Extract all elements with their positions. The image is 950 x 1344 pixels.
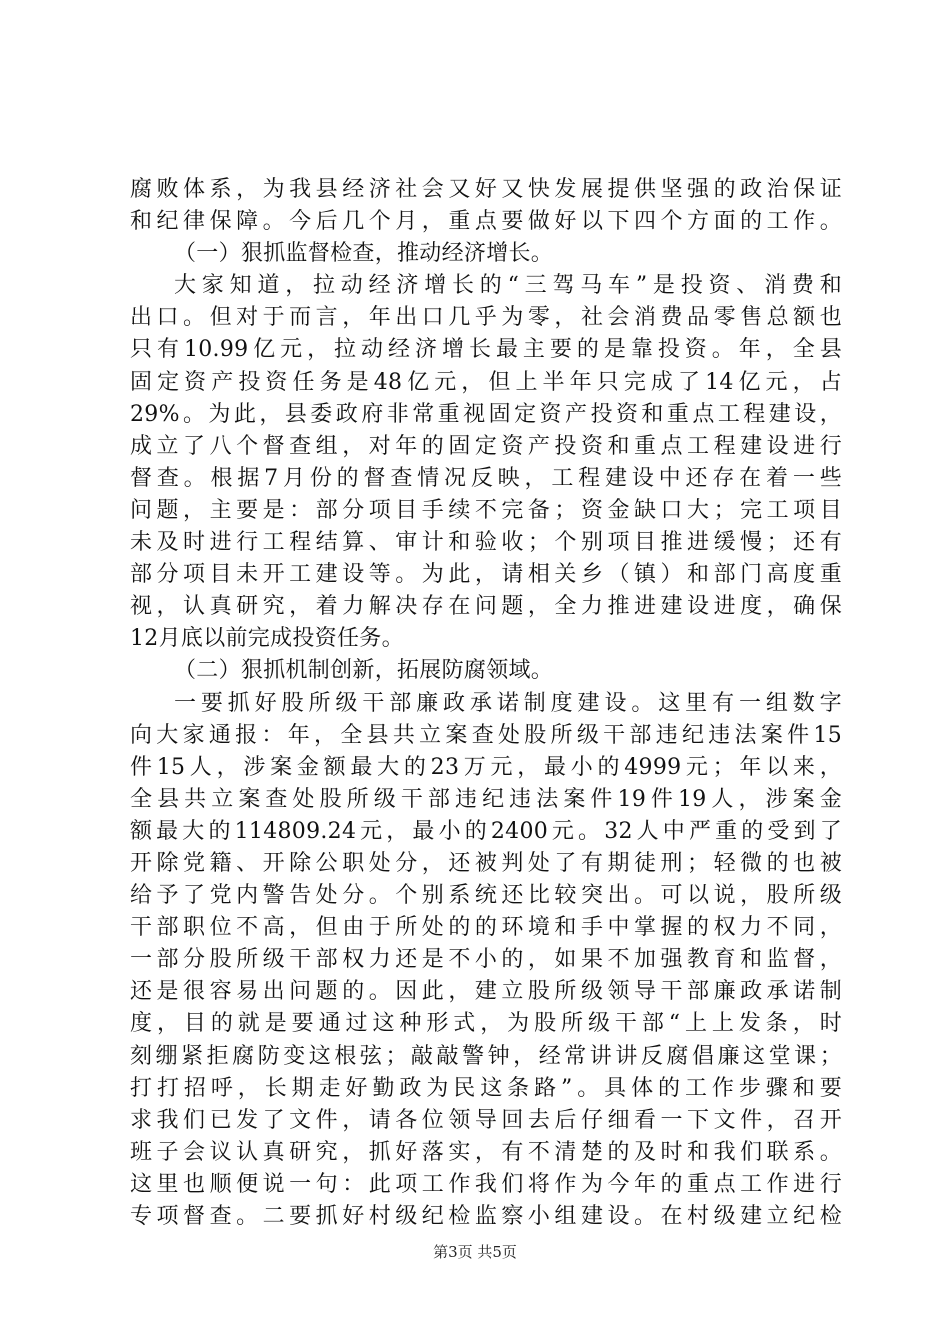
text-line: 这里也顺便说一句：此项工作我们将作为今年的重点工作进行 — [130, 1171, 842, 1197]
text-line: 未及时进行工程结算、审计和验收；个别项目推进缓慢；还有 — [130, 530, 842, 556]
text-line: 固定资产投资任务是48亿元，但上半年只完成了14亿元，占 — [130, 369, 842, 395]
text-line: 干部职位不高，但由于所处的的环境和手中掌握的权力不同， — [130, 915, 842, 941]
text-line: 只有10.99亿元，拉动经济增长最主要的是靠投资。年，全县 — [130, 337, 842, 363]
text-line: 额最大的114809.24元，最小的2400元。32人中严重的受到了 — [130, 818, 842, 844]
text-line: 件15人，涉案金额最大的23万元，最小的4999元；年以来， — [130, 754, 842, 780]
text-line: 给予了党内警告处分。个别系统还比较突出。可以说，股所级 — [130, 883, 842, 909]
text-line: 还是很容易出问题的。因此，建立股所级领导干部廉政承诺制 — [130, 979, 842, 1005]
text-line: 部分项目未开工建设等。为此，请相关乡（镇）和部门高度重 — [130, 562, 842, 588]
text-line: 打打招呼，长期走好勤政为民这条路”。具体的工作步骤和要 — [130, 1075, 842, 1101]
text-line: 向大家通报：年，全县共立案查处股所级干部违纪违法案件15 — [130, 722, 842, 748]
text-line: 一部分股所级干部权力还是不小的，如果不加强教育和监督， — [130, 947, 842, 973]
text-line: 成立了八个督查组，对年的固定资产投资和重点工程建设进行 — [130, 433, 842, 459]
text-line: 督查。根据7月份的督查情况反映，工程建设中还存在着一些 — [130, 465, 842, 491]
text-line: 专项督查。二要抓好村级纪检监察小组建设。在村级建立纪检 — [130, 1204, 842, 1229]
text-line: 刻绷紧拒腐防变这根弦；敲敲警钟，经常讲讲反腐倡廉这堂课； — [130, 1043, 842, 1069]
text-line: 开除党籍、开除公职处分，还被判处了有期徒刑；轻微的也被 — [130, 850, 842, 876]
section-heading: （二）狠抓机制创新，拓展防腐领域。 — [174, 658, 554, 684]
text-line: 腐败体系，为我县经济社会又好又快发展提供坚强的政治保证 — [130, 177, 842, 202]
text-line: 和纪律保障。今后几个月，重点要做好以下四个方面的工作。 — [130, 209, 842, 235]
text-line: 求我们已发了文件，请各位领导回去后仔细看一下文件，召开 — [130, 1107, 842, 1133]
text-line: 全县共立案查处股所级干部违纪违法案件19件19人，涉案金 — [130, 786, 842, 812]
text-line: 班子会议认真研究，抓好落实，有不清楚的及时和我们联系。 — [130, 1139, 842, 1165]
body-text — [130, 174, 842, 1233]
text-line: 问题，主要是：部分项目手续不完备；资金缺口大；完工项目 — [130, 497, 842, 523]
text-line: 一要抓好股所级干部廉政承诺制度建设。这里有一组数字 — [174, 690, 842, 716]
text-line: 视，认真研究，着力解决存在问题，全力推进建设进度，确保 — [130, 594, 842, 620]
text-line: 大家知道，拉动经济增长的“三驾马车”是投资、消费和 — [174, 273, 842, 299]
section-heading: （一）狠抓监督检查，推动经济增长。 — [174, 241, 554, 267]
text-line: 12月底以前完成投资任务。 — [130, 626, 404, 652]
text-line: 出口。但对于而言，年出口几乎为零，社会消费品零售总额也 — [130, 305, 842, 331]
text-line: 度，目的就是要通过这种形式，为股所级干部“上上发条，时 — [130, 1011, 842, 1037]
page-number-footer: 第3页 共5页 — [433, 1243, 517, 1261]
text-line: 29%。为此，县委政府非常重视固定资产投资和重点工程建设， — [130, 401, 842, 427]
